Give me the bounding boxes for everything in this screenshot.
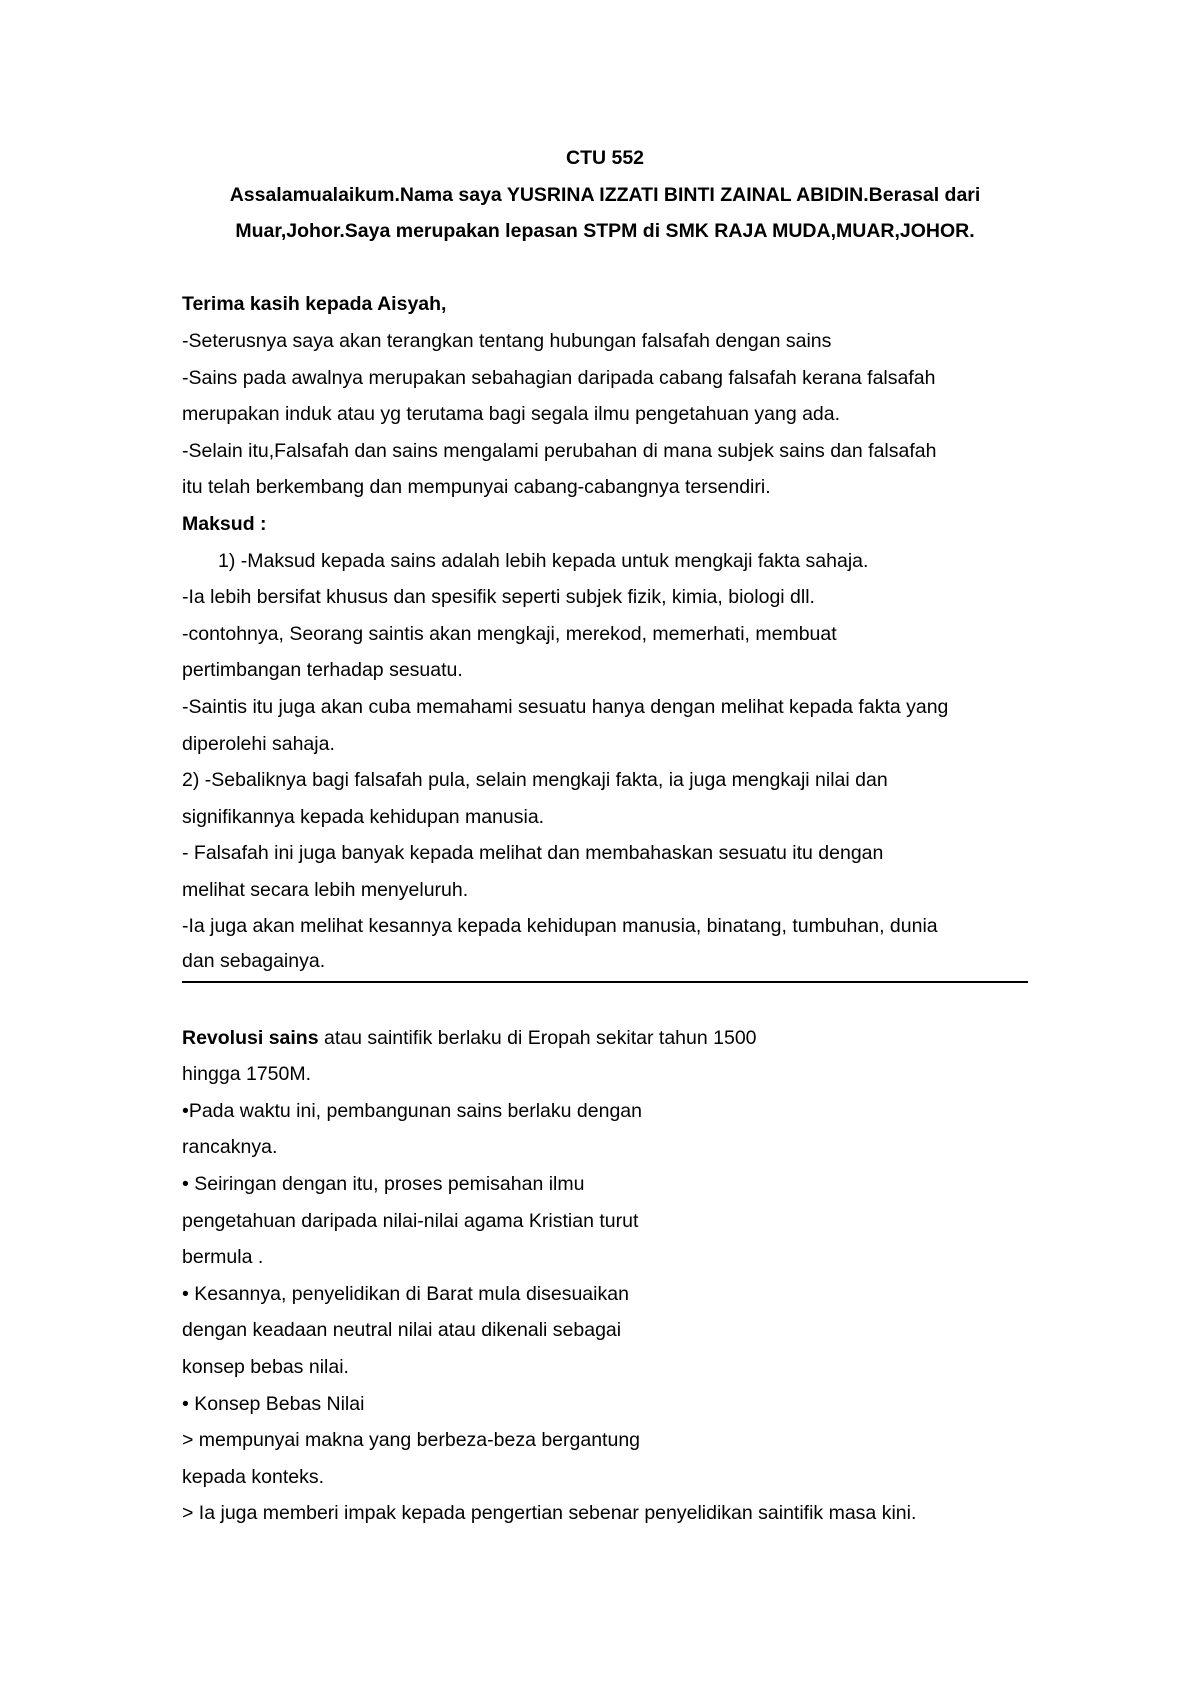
- intro-line-1: Assalamualaikum.Nama saya YUSRINA IZZATI BINTI ZAINAL ABIDIN.Berasal dari: [229, 183, 981, 206]
- underlined-last-line: dan sebagainya.: [182, 945, 1028, 983]
- text-line: -Sains pada awalnya merupakan sebahagian daripada cabang falsafah kerana falsafah: [182, 366, 936, 389]
- text-line: melihat secara lebih menyeluruh.: [182, 878, 469, 901]
- intro-line-2: Muar,Johor.Saya merupakan lepasan STPM di SMK RAJA MUDA,MUAR,JOHOR.: [235, 220, 975, 243]
- text-line: -Ia lebih bersifat khusus dan spesifik seperti subjek fizik, kimia, biologi dll.: [182, 586, 815, 609]
- text-line: • Kesannya, penyelidikan di Barat mula disesuaikan: [182, 1282, 629, 1305]
- text-line: kepada konteks.: [182, 1465, 325, 1488]
- text-line: signifikannya kepada kehidupan manusia.: [182, 805, 545, 828]
- document-body: [182, 140, 1028, 1532]
- document-title: CTU 552: [565, 147, 645, 169]
- text-line: itu telah berkembang dan mempunyai cabang-cabangnya tersendiri.: [182, 476, 771, 499]
- text-line: > Ia juga memberi impak kepada pengertian sebenar penyelidikan saintifik masa kini.: [182, 1502, 917, 1525]
- revolusi-heading-bold: Revolusi sains: [182, 1026, 319, 1049]
- revolusi-heading-rest: atau saintifik berlaku di Eropah sekitar tahun 1500: [318, 1026, 757, 1049]
- text-line: • Seiringan dengan itu, proses pemisahan ilmu: [182, 1173, 585, 1196]
- maksud-heading: Maksud :: [182, 512, 267, 535]
- text-line: pertimbangan terhadap sesuatu.: [182, 659, 463, 682]
- text-line: > mempunyai makna yang berbeza-beza bergantung: [182, 1429, 641, 1452]
- text-line: - Falsafah ini juga banyak kepada melihat dan membahaskan sesuatu itu dengan: [182, 842, 884, 865]
- text-line: • Konsep Bebas Nilai: [182, 1392, 365, 1415]
- text-line: -Saintis itu juga akan cuba memahami sesuatu hanya dengan melihat kepada fakta yang: [182, 695, 949, 718]
- blank-line: [182, 983, 1028, 1020]
- text-line: bermula .: [182, 1246, 264, 1269]
- text-line: -Ia juga akan melihat kesannya kepada kehidupan manusia, binatang, tumbuhan, dunia: [182, 915, 938, 938]
- text-line: -contohnya, Seorang saintis akan mengkaji, merekod, memerhati, membuat: [182, 622, 837, 645]
- text-line: diperolehi sahaja.: [182, 732, 335, 755]
- text-line: dengan keadaan neutral nilai atau dikenali sebagai: [182, 1319, 622, 1342]
- text-line: -Selain itu,Falsafah dan sains mengalami perubahan di mana subjek sains dan falsafah: [182, 439, 937, 462]
- point-1-first-line: 1) -Maksud kepada sains adalah lebih kepada untuk mengkaji fakta sahaja.: [218, 549, 869, 572]
- text-line: rancaknya.: [182, 1136, 278, 1159]
- text-line: merupakan induk atau yg terutama bagi segala ilmu pengetahuan yang ada.: [182, 403, 841, 426]
- revolusi-heading-line: [182, 1020, 1028, 1057]
- text-line: pengetahuan daripada nilai-nilai agama Kristian turut: [182, 1209, 639, 1232]
- blank-line: [182, 250, 1028, 287]
- text-line: •Pada waktu ini, pembangunan sains berlaku dengan: [182, 1099, 642, 1122]
- greeting-heading: Terima kasih kepada Aisyah,: [182, 293, 447, 316]
- text-line: hingga 1750M.: [182, 1063, 312, 1086]
- text-line: konsep bebas nilai.: [182, 1356, 349, 1378]
- text-line: -Seterusnya saya akan terangkan tentang hubungan falsafah dengan sains: [182, 329, 832, 352]
- text-line: 2) -Sebaliknya bagi falsafah pula, selain mengkaji fakta, ia juga mengkaji nilai dan: [182, 769, 888, 792]
